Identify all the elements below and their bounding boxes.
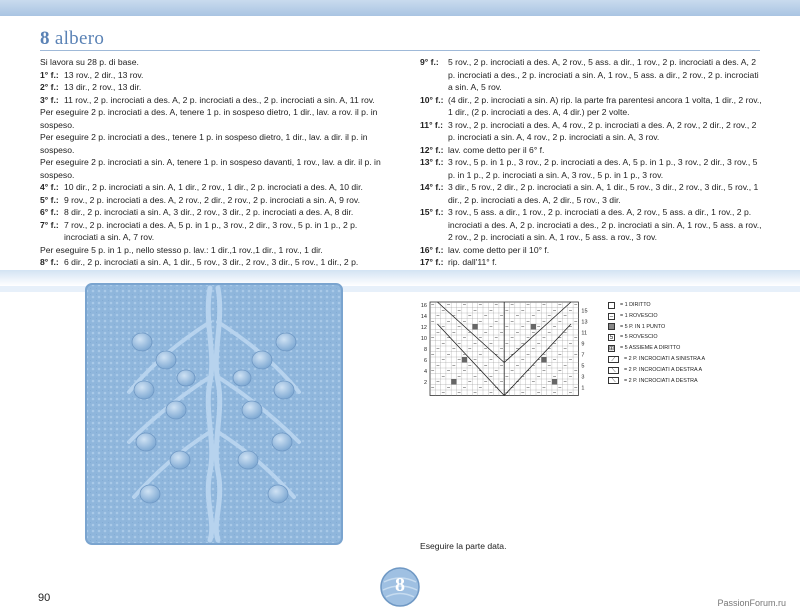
legend-item: 5 = 5 ROVESCIO bbox=[609, 334, 658, 342]
row-instruction: 8° f.: 6 dir., 2 p. incrociati a sin. A, 1 dir., 5 rov., 3 dir., 2 rov., 3 dir., 5 rov., 1 dir., 2 p. bbox=[40, 257, 359, 267]
row-number-right: 3 bbox=[581, 374, 585, 381]
page-number: 90 bbox=[38, 592, 51, 604]
chart-legend bbox=[608, 300, 768, 386]
row-number-left: 12 bbox=[420, 324, 427, 331]
chart-grid bbox=[412, 298, 612, 400]
bobble-square-icon bbox=[608, 323, 615, 330]
row-instruction: 13° f.: 3 rov., 5 p. in 1 p., 3 rov., 2 p. incrociati a des. A, 5 p. in 1 p., 3 rov., 2 dir., 3 rov., 5 p. in 1 p., 2 p. incrociati a sin. A, 3 rov., 5 p. in 1 p., 3 rov. bbox=[420, 157, 758, 180]
row-instruction: 11° f.: 3 rov., 2 p. incrociati a des. A, 4 rov., 2 p. incrociati a des. A, 2 rov., 2 dir., 2 rov., 2 p. incrociati a sin. A, 4 rov., 2 p. incrociati a sin. A, 3 rov. bbox=[420, 119, 757, 142]
row-number-left: 4 bbox=[423, 368, 427, 375]
purl-square-icon: – bbox=[609, 313, 614, 320]
pattern-name: albero bbox=[54, 28, 105, 49]
row-number-left: 16 bbox=[420, 302, 427, 309]
five-purl-icon: 5 bbox=[609, 335, 614, 342]
swatch-illustration bbox=[84, 282, 344, 546]
row-instruction: 6° f.: 8 dir., 2 p. incrociati a sin. A, 3 dir., 2 rov., 3 dir., 2 p. incrociati a des. A, 8 dir. bbox=[40, 207, 354, 217]
bobble-cell bbox=[531, 324, 536, 330]
stitch-note: Per eseguire 2 p. incrociati a des. A, tenere 1 p. in sospeso dietro, 1 dir., lav. a rov. il p. in sospeso. bbox=[40, 107, 378, 130]
row-number-right: 1 bbox=[581, 385, 585, 392]
row-number-right: 7 bbox=[581, 352, 585, 359]
row-number-right: 9 bbox=[581, 341, 585, 348]
pattern-number: 8 bbox=[40, 28, 50, 49]
intro-line: Si lavora su 28 p. di base. bbox=[40, 57, 139, 67]
bobble-cell bbox=[451, 379, 456, 385]
row-instruction: 14° f.: 3 dir., 5 rov., 2 dir., 2 p. incrociati a sin. A, 1 dir., 5 rov., 3 dir., 2 rov., 3 dir., 5 rov., 1 dir., 2 p. incrociati a des. A, 2 dir., 5 rov., 3 dir. bbox=[420, 182, 759, 205]
knit-square-icon bbox=[608, 302, 615, 309]
bobble-cell bbox=[462, 357, 467, 363]
row-number-left: 6 bbox=[423, 357, 427, 364]
cross-right-purl-icon: ⟍ bbox=[608, 367, 619, 374]
row-number-left: 8 bbox=[423, 346, 427, 353]
row-instruction: 3° f.: 11 rov., 2 p. incrociati a des. A, 2 p. incrociati a des., 2 p. incrociati a sin. A, 11 rov. bbox=[40, 94, 375, 105]
bobble-cell bbox=[541, 357, 546, 363]
legend-item: ⟋ = 2 P. INCROCIATI A SINISTRA A bbox=[608, 354, 768, 365]
badge-number: 8 bbox=[395, 574, 405, 596]
row-instruction: 1° f.: 13 rov., 2 dir., 13 rov. bbox=[40, 69, 144, 80]
stitch-note: Per eseguire 2 p. incrociati a sin. A, tenere 1 p. in sospeso davanti, 1 rov., lav. a dir. il p. in sospeso. bbox=[40, 157, 381, 180]
bobble-cell bbox=[472, 324, 477, 330]
legend-item: ⊞ = 5 ASSIEME A DIRITTO bbox=[609, 345, 681, 353]
page-title bbox=[40, 28, 104, 50]
row-number-left: 14 bbox=[420, 313, 427, 320]
title-rule bbox=[40, 50, 760, 51]
chart-caption: Eseguire la parte data. bbox=[420, 541, 507, 551]
top-color-bar bbox=[0, 0, 800, 16]
row-instruction: 7° f.: 7 rov., 2 p. incrociati a des. A, 5 p. in 1 p., 3 rov., 2 dir., 3 rov., 5 p. in 1 p., 2 p. incrociati a sin. A, 7 rov. bbox=[40, 219, 358, 242]
cross-left-purl-icon: ⟋ bbox=[608, 356, 619, 363]
row-instruction: 12° f.: lav. come detto per il 6° f. bbox=[420, 144, 545, 155]
knitted-swatch-photo bbox=[84, 282, 344, 546]
legend-item: – = 1 ROVESCIO bbox=[609, 312, 658, 320]
row-number-right: 15 bbox=[581, 308, 588, 315]
row-instruction: 9° f.: 5 rov., 2 p. incrociati a des. A, 2 rov., 5 ass. a dir., 1 rov., 2 p. incrociati a des. A, 2 p. incrociati a des., 2 p. incrociati a sin. A, 1 rov., 5 ass. a dir., 2 rov., 2 p. incrociati a sin. A, 5 rov. bbox=[420, 57, 759, 92]
legend-item: = 5 P. IN 1 PUNTO bbox=[608, 322, 768, 333]
bobble-cell bbox=[552, 379, 557, 385]
row-instruction: 5° f.: 9 rov., 2 p. incrociati a des. A, 2 rov., 2 dir., 2 rov., 2 p. incrociati a sin. A, 9 rov. bbox=[40, 194, 360, 205]
row-number-right: 13 bbox=[581, 319, 588, 326]
cross-right-icon: ⟍ bbox=[608, 377, 619, 384]
row-instruction: 17° f.: rip. dall'11° f. bbox=[420, 257, 497, 267]
row-number-left: 10 bbox=[420, 335, 427, 342]
row-instruction: 16° f.: lav. come detto per il 10° f. bbox=[420, 244, 550, 255]
pattern-badge bbox=[379, 566, 421, 608]
row-number-left: 2 bbox=[423, 379, 427, 386]
site-watermark: PassionForum.ru bbox=[717, 598, 786, 608]
row-number-right: 5 bbox=[581, 363, 585, 370]
row-instruction: 15° f.: 3 rov., 5 ass. a dir., 1 rov., 2 p. incrociati a des. A, 2 rov., 5 ass. a dir., 1 rov., 2 p. incrociati a des. A, 2 p. incrociati a des., 2 p. incrociati a sin. A, 1 rov., 5 ass. a rov., 2 rov., 2 p. incrociati a sin. A, 1 rov., 5 ass. a rov., 3 rov. bbox=[420, 207, 762, 242]
instructions-left-column bbox=[40, 56, 390, 281]
row-instruction: 4° f.: 10 dir., 2 p. incrociati a sin. A, 1 dir., 2 rov., 1 dir., 2 p. incrociati a des. A, 10 dir. bbox=[40, 182, 363, 192]
legend-item: ⟍ = 2 P. INCROCIATI A DESTRA A bbox=[608, 365, 768, 376]
legend-item: = 1 DIRITTO bbox=[608, 300, 768, 311]
instructions-right-column bbox=[420, 56, 765, 269]
five-together-icon: ⊞ bbox=[609, 346, 615, 353]
stitch-note: Per eseguire 2 p. incrociati a des., tenere 1 p. in sospeso dietro, 1 dir., lav. a dir. il p. in sospeso. bbox=[40, 132, 368, 155]
legend-item: ⟍ = 2 P. INCROCIATI A DESTRA bbox=[608, 376, 768, 387]
stitch-note: Per eseguire 5 p. in 1 p., nello stesso p. lav.: 1 dir.,1 rov.,1 dir., 1 rov., 1 dir. bbox=[40, 244, 323, 255]
knitting-chart bbox=[412, 298, 612, 400]
row-instruction: 2° f.: 13 dir., 2 rov., 13 dir. bbox=[40, 82, 142, 92]
row-number-right: 11 bbox=[581, 330, 588, 337]
row-instruction: 10° f.: (4 dir., 2 p. incrociati a sin. A) rip. la parte fra parentesi ancora 1 volta, 1 dir., 2 rov., 1 dir., (2 p. incrociati a des. A, 4 dir.) per 2 volte. bbox=[420, 94, 762, 117]
